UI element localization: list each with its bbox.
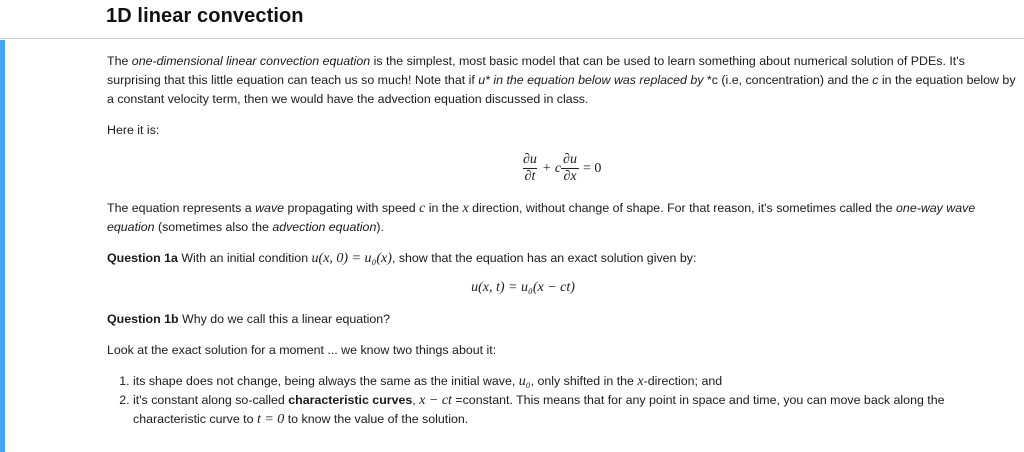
intro-paragraph: The one-dimensional linear convection equation is the simplest, most basic model that can be used to learn something about numerical solution of PDEs. It's surprising that this little equation can teach us so much! Note that if u* in the equation below was replaced by *c (i.e, concentration) and the c in the equation below by a constant velocity term, then we would have the advection equation discussed in class. (107, 54, 1016, 106)
here-it-is-text: Here it is: (107, 123, 160, 137)
selected-cell-indicator[interactable] (0, 40, 5, 452)
du-dt-fraction: $\frac{\partial u}{\partial t}$ (523, 152, 537, 184)
look-paragraph: Look at the exact solution for a moment ... we know two things about it: (107, 343, 497, 357)
convection-equation: $\frac{\partial u}{\partial t}$ + c $\frac{\partial u}{\partial x}$ = 0 (523, 152, 602, 184)
question-1b: Question 1b Why do we call this a linear equation? (107, 312, 391, 326)
du-dx-fraction: $\frac{\partial u}{\partial x}$ (563, 152, 577, 184)
properties-list (107, 372, 1019, 429)
notebook-header (0, 0, 1024, 39)
list-item: 1. its shape does not change, being always the same as the initial wave, u₀, only shifted in the x-direction; and (133, 372, 1019, 391)
wave-paragraph: The equation represents a wave propagating with speed c in the x direction, without change of shape. For that reason, it's sometimes called the one-way wave equation (sometimes also the advection equation). (107, 201, 976, 234)
markdown-cell[interactable] (107, 52, 1019, 429)
question-1a: Question 1a With an initial condition u(x, 0) = u₀(x), show that the equation has an exact solution given by: (107, 251, 697, 266)
exact-solution-equation: u(x, t) = u₀(x − ct) (471, 280, 575, 295)
list-item: 2. it's constant along so-called characteristic curves, x − ct =constant. This means that for any point in space and time, you can move back along the characteristic curve to t = 0 to know the value of the solution. (133, 391, 1019, 429)
page-title: 1D linear convection (106, 5, 304, 27)
